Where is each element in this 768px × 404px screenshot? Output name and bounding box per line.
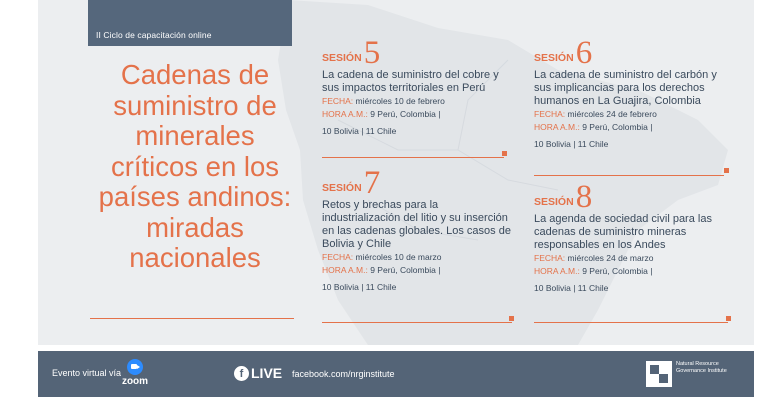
session-7 — [322, 165, 518, 294]
time-label: HORA A.M.: — [534, 266, 580, 276]
org-name: Natural Resource Governance Institute — [676, 361, 727, 374]
session-time-extra: 10 Bolivia | 11 Chile — [534, 283, 609, 293]
date-value: miércoles 24 de marzo — [567, 253, 654, 263]
session-time — [534, 121, 730, 134]
time-label: HORA A.M.: — [534, 122, 580, 132]
date-value: miércoles 24 de febrero — [567, 109, 657, 119]
session-title: La cadena de suministro del cobre y sus impactos territoriales en Perú — [322, 69, 499, 94]
facebook-icon: f — [234, 366, 249, 381]
event-card — [38, 0, 754, 345]
session-8-marker — [726, 316, 731, 321]
time-value: 9 Perú, Colombia | — [370, 265, 441, 275]
session-number: 6 — [575, 35, 593, 71]
session-time — [534, 265, 730, 278]
series-tag: II Ciclo de capacitación online — [88, 0, 292, 46]
page-title: Cadenas de suministro de minerales críticos en los países andinos: miradas nacionales — [98, 59, 292, 273]
zoom-icon — [127, 359, 143, 375]
session-6-rule — [534, 175, 724, 176]
session-time-extra: 10 Bolivia | 11 Chile — [322, 282, 397, 292]
session-time-extra: 10 Bolivia | 11 Chile — [322, 126, 397, 136]
session-7-marker — [509, 316, 514, 321]
facebook-link[interactable]: facebook.com/nrginstitute — [292, 369, 395, 379]
session-title: La cadena de suministro del carbón y sus implicancias para los derechos humanos en La Guajira, Colombia — [534, 69, 717, 107]
session-date — [322, 95, 518, 108]
session-label: SESIÓN — [534, 52, 574, 64]
time-value: 9 Perú, Colombia | — [582, 266, 653, 276]
session-time-extra: 10 Bolivia | 11 Chile — [534, 139, 609, 149]
session-title: La agenda de sociedad civil para las cadenas de suministro mineras responsables en los Andes — [534, 213, 712, 251]
session-number: 7 — [363, 165, 381, 201]
session-6-marker — [724, 168, 729, 173]
live-label: LIVE — [251, 365, 283, 381]
session-date — [534, 252, 730, 265]
date-label: FECHA: — [534, 253, 566, 263]
session-number: 5 — [363, 35, 381, 71]
session-5-marker — [502, 151, 507, 156]
time-label: HORA A.M.: — [322, 265, 368, 275]
session-date — [322, 251, 518, 264]
time-value: 9 Perú, Colombia | — [582, 122, 653, 132]
session-8-rule — [534, 322, 728, 323]
date-value: miércoles 10 de marzo — [355, 252, 442, 262]
session-5 — [322, 35, 518, 138]
time-value: 9 Perú, Colombia | — [370, 109, 441, 119]
session-7-rule — [322, 322, 512, 323]
time-label: HORA A.M.: — [322, 109, 368, 119]
footer-bar — [38, 351, 754, 397]
session-number: 8 — [575, 179, 593, 215]
session-6 — [534, 35, 730, 151]
nrgi-logo-icon — [646, 361, 672, 387]
session-time — [322, 264, 518, 277]
zoom-logo — [120, 359, 150, 387]
event-platform-text: Evento virtual vía — [52, 368, 122, 378]
date-label: FECHA: — [534, 109, 566, 119]
date-label: FECHA: — [322, 252, 354, 262]
session-title: Retos y brechas para la industrialización del litio y su inserción en las cadenas globales. Los casos de Bolivia y Chile — [322, 199, 511, 250]
date-value: miércoles 10 de febrero — [355, 96, 445, 106]
divider — [90, 318, 294, 319]
zoom-wordmark: zoom — [121, 376, 149, 387]
date-label: FECHA: — [322, 96, 354, 106]
session-5-rule — [322, 157, 504, 158]
session-date — [534, 108, 730, 121]
session-label: SESIÓN — [322, 52, 362, 64]
session-label: SESIÓN — [322, 182, 362, 194]
session-label: SESIÓN — [534, 196, 574, 208]
session-time — [322, 108, 518, 121]
session-8 — [534, 179, 730, 295]
